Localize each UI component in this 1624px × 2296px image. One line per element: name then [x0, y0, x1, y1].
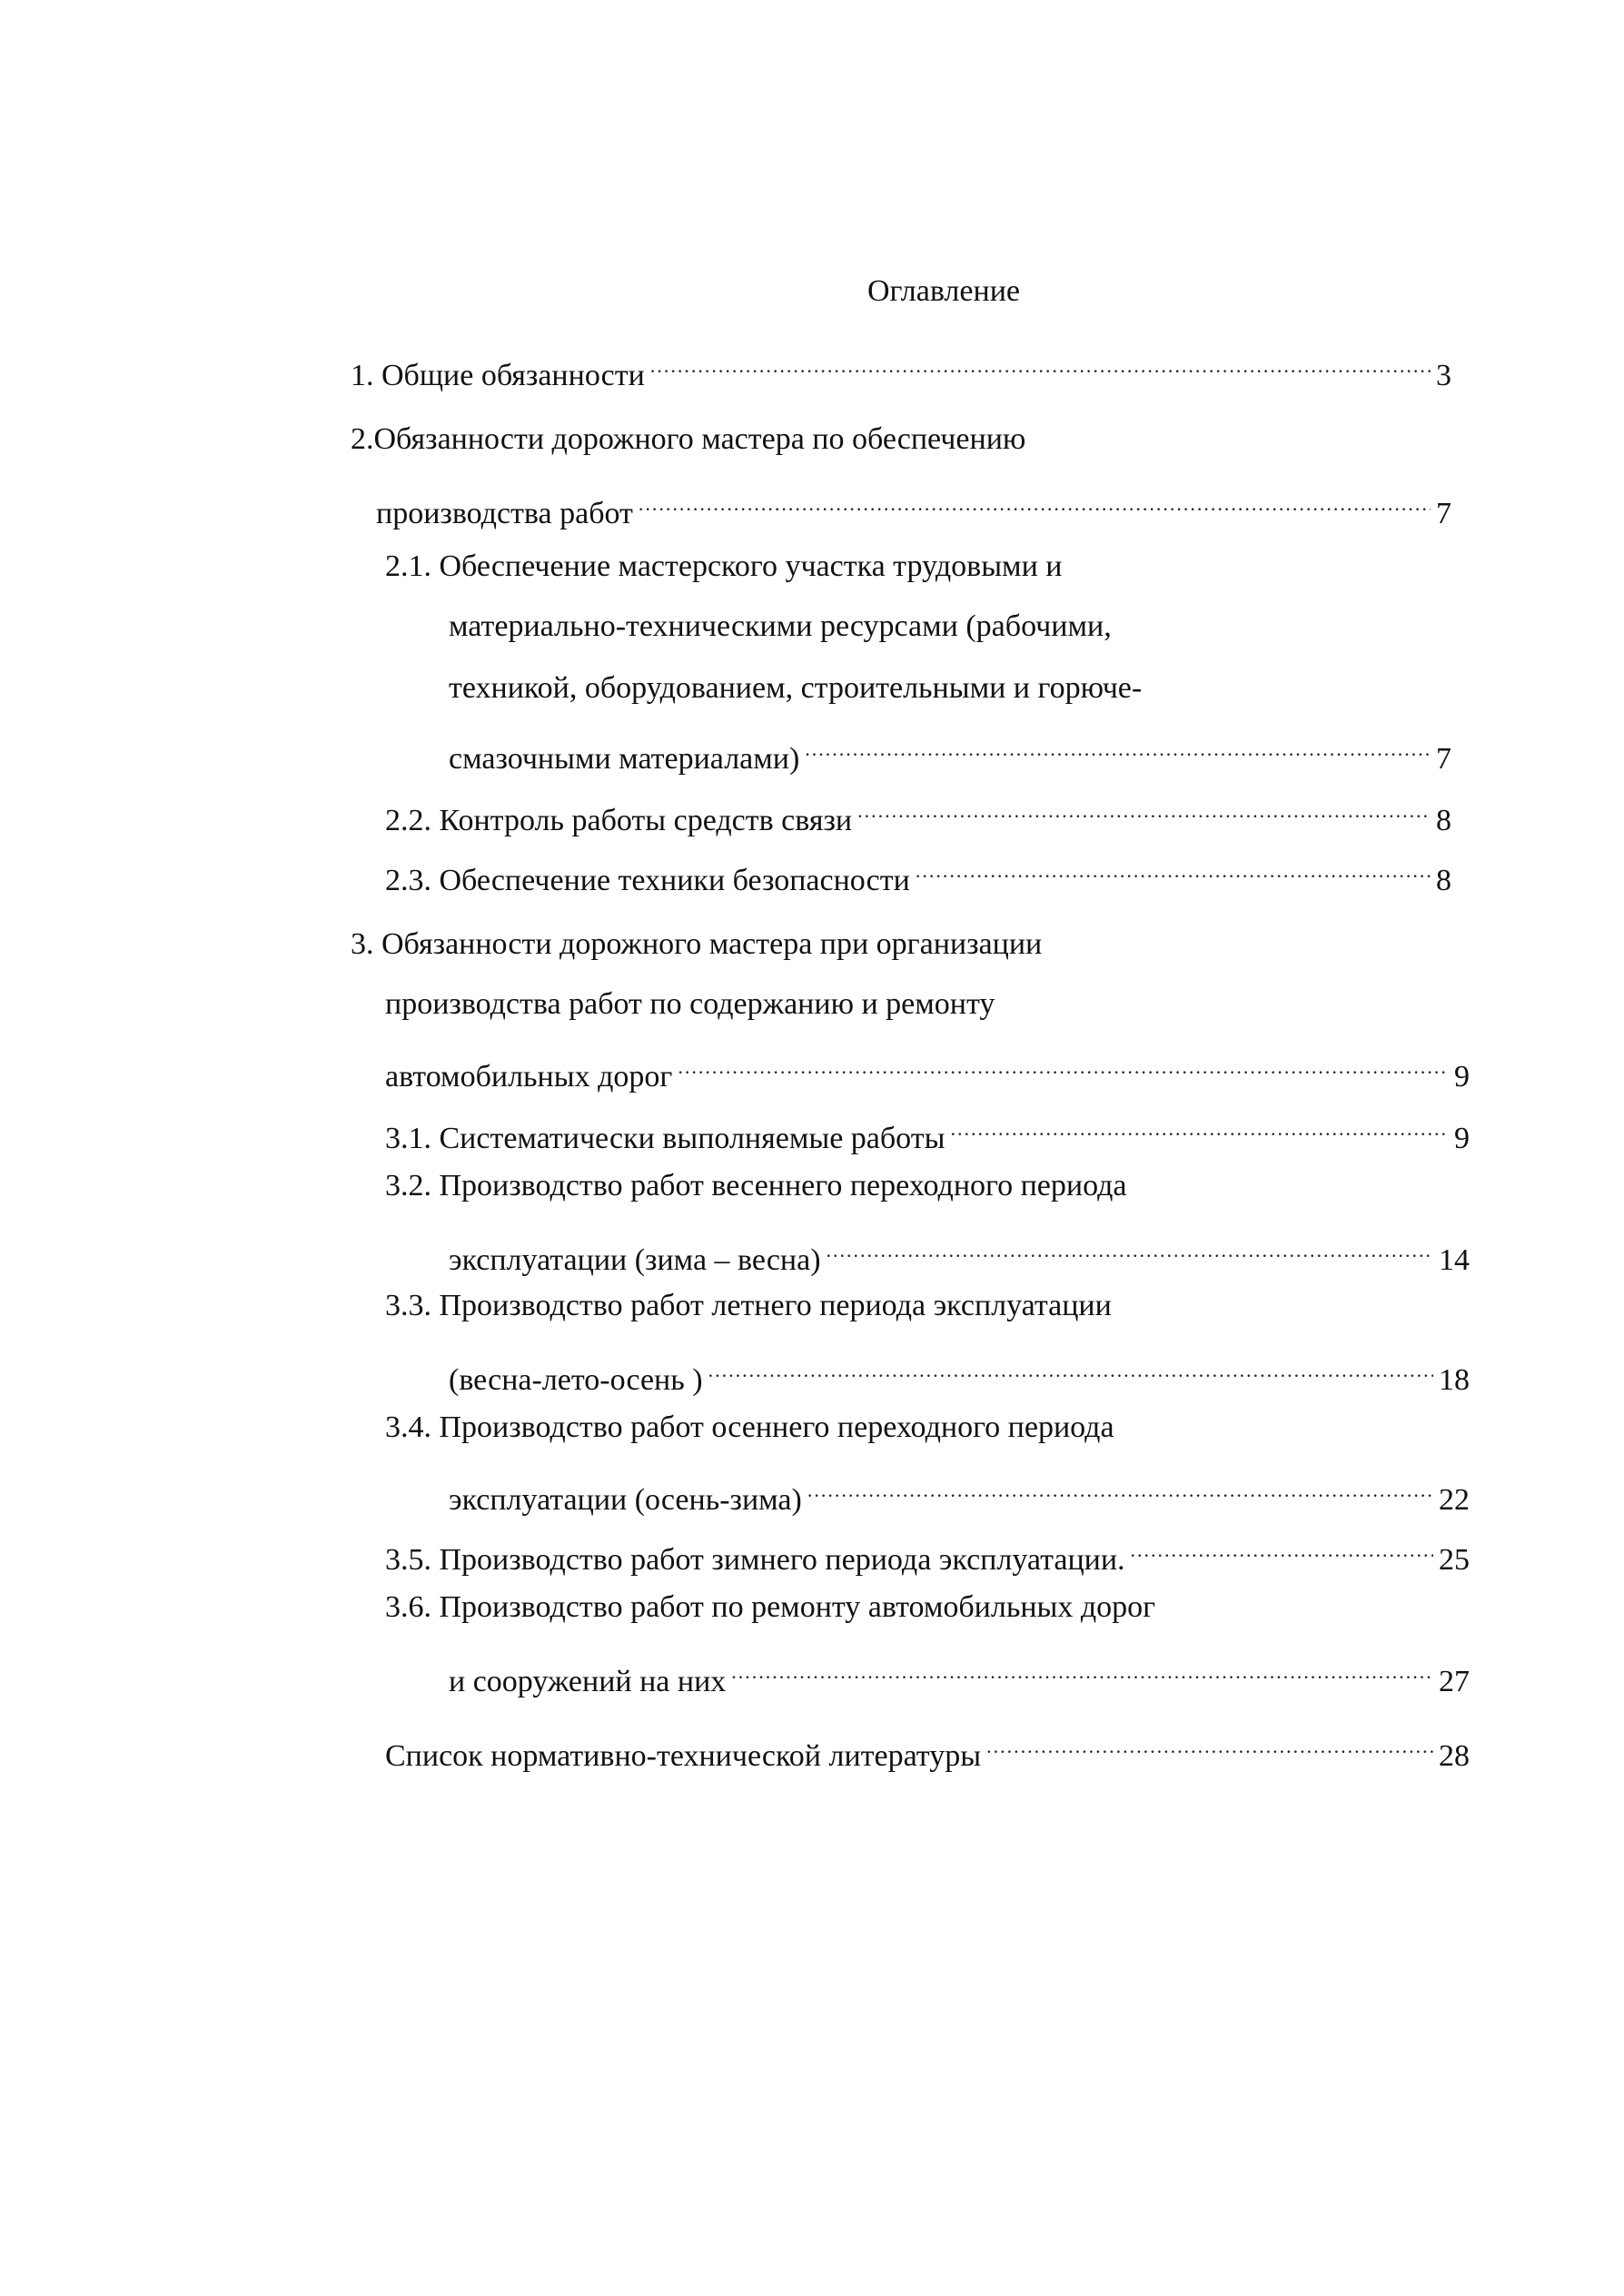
toc-entry-page: 7: [1436, 742, 1451, 776]
toc-entry-1: [351, 341, 1451, 398]
toc-entry-2-line: 2.Обязанности дорожного мастера по обеспечению: [351, 422, 1026, 456]
toc-entry-3-5: [385, 1526, 1470, 1582]
toc-entry-3-2-line: 3.2. Производство работ весеннего переходного периода: [385, 1169, 1127, 1202]
toc-entry-2-1-line: 2.1. Обеспечение мастерского участка трудовыми и: [385, 549, 1063, 583]
dot-leader: [807, 1466, 1433, 1509]
dot-leader: [1131, 1526, 1433, 1569]
toc-entry-text: 2.3. Обеспечение техники безопасности: [385, 864, 910, 897]
toc-entry-text: Список нормативно-технической литературы: [385, 1739, 982, 1773]
toc-entry-2: [376, 480, 1451, 536]
toc-entry-text: 2.2. Контроль работы средств связи: [385, 804, 853, 837]
toc-entry-page: 9: [1454, 1122, 1470, 1155]
toc-entry-text: 3.1. Систематически выполняемые работы: [385, 1122, 946, 1155]
dot-leader: [650, 341, 1431, 385]
dot-leader: [678, 1043, 1449, 1086]
toc-entry-text: смазочными материалами): [449, 742, 800, 776]
toc-entry-page: 18: [1439, 1363, 1470, 1397]
toc-entry-page: 7: [1436, 497, 1451, 530]
toc-entry-page: 8: [1436, 864, 1451, 897]
toc-entry-text: 1. Общие обязанности: [351, 359, 645, 392]
dot-leader: [639, 480, 1431, 523]
toc-entry-3-6-line: 3.6. Производство работ по ремонту автомобильных дорог: [385, 1590, 1156, 1624]
dot-leader: [805, 725, 1431, 768]
toc-entry-text: 3.5. Производство работ зимнего периода эксплуатации.: [385, 1543, 1125, 1577]
dot-leader: [857, 787, 1431, 830]
toc-entry-text: производства работ: [376, 497, 633, 530]
toc-entry-text: эксплуатации (осень-зима): [449, 1483, 802, 1517]
toc-entry-page: 8: [1436, 804, 1451, 837]
toc-entry-text: эксплуатации (зима – весна): [449, 1243, 821, 1277]
toc-entry-3: [385, 1043, 1470, 1099]
toc-entry-page: 14: [1439, 1243, 1470, 1277]
toc-entry-page: 3: [1436, 359, 1451, 392]
toc-entry-page: 25: [1439, 1543, 1470, 1577]
toc-entry-3-6: [449, 1648, 1470, 1704]
toc-entry-2-1: [449, 725, 1451, 781]
toc-entry-2-1-line: материально-техническими ресурсами (рабочими,: [449, 609, 1112, 643]
dot-leader: [731, 1648, 1433, 1691]
toc-entry-page: 27: [1439, 1665, 1470, 1698]
toc-title: Оглавление: [867, 274, 1020, 308]
toc-entry-page: 22: [1439, 1483, 1470, 1517]
toc-entry-bibliography: [385, 1722, 1470, 1778]
toc-entry-3-line: 3. Обязанности дорожного мастера при организации: [351, 927, 1043, 961]
toc-entry-3-4-line: 3.4. Производство работ осеннего переходного периода: [385, 1410, 1114, 1444]
toc-entry-text: автомобильных дорог: [385, 1060, 673, 1094]
toc-entry-3-3: [449, 1346, 1470, 1402]
toc-entry-2-2: [385, 787, 1451, 843]
toc-entry-page: 28: [1439, 1739, 1470, 1773]
toc-entry-3-line: производства работ по содержанию и ремонту: [385, 987, 995, 1021]
toc-entry-text: и сооружений на них: [449, 1665, 727, 1698]
dot-leader: [986, 1722, 1433, 1766]
dot-leader: [827, 1226, 1433, 1270]
toc-entry-page: 9: [1454, 1060, 1470, 1094]
dot-leader: [708, 1346, 1433, 1390]
toc-entry-2-1-line: техникой, оборудованием, строительными и горюче-: [449, 671, 1143, 705]
dot-leader: [950, 1104, 1449, 1148]
toc-entry-2-3: [385, 846, 1451, 903]
toc-entry-3-2: [449, 1226, 1470, 1282]
toc-entry-3-3-line: 3.3. Производство работ летнего периода эксплуатации: [385, 1289, 1112, 1322]
toc-entry-3-4: [449, 1466, 1470, 1522]
dot-leader: [916, 846, 1431, 890]
toc-entry-text: (весна-лето-осень ): [449, 1363, 703, 1397]
toc-entry-3-1: [385, 1104, 1470, 1161]
